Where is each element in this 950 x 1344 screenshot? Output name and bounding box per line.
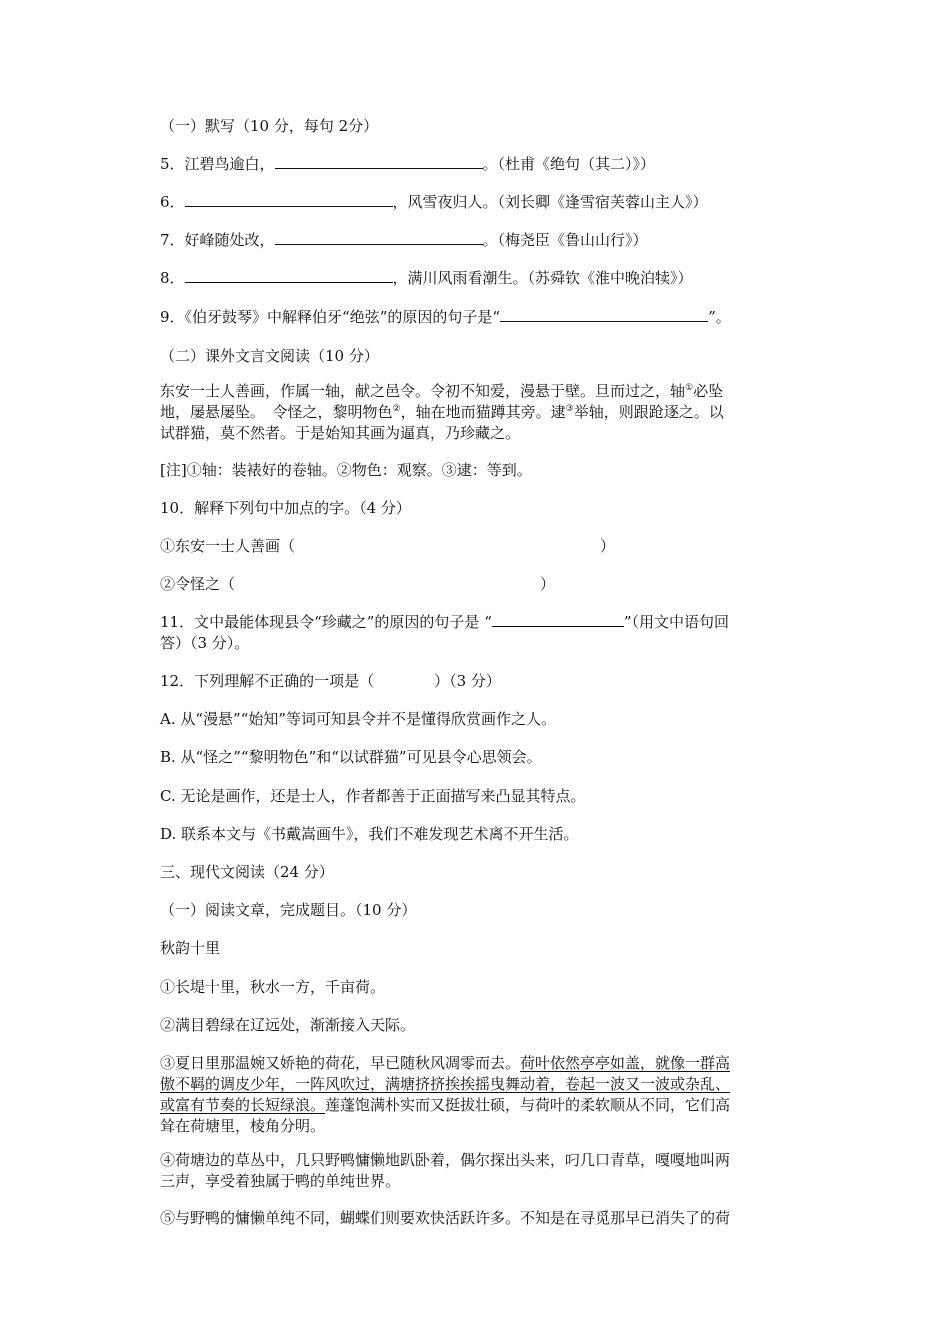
passage-notes: [注]①轴：装裱好的卷轴。②物色：观察。③逮：等到。 [160, 461, 532, 479]
article-paragraph-1: ①长堤十里，秋水一方，千亩荷。 [160, 978, 386, 996]
article-paragraph-4 [160, 1150, 800, 1192]
question-8-suffix: ，满川风雨看潮生。（苏舜钦《淮中晚泊犊》） [392, 269, 693, 287]
question-7-suffix: 。（梅尧臣《鲁山山行》） [482, 231, 648, 249]
section-heading-dictation: （一）默写（10 分，每句 2分） [160, 117, 379, 135]
question-11-prefix: 11．文中最能体现县令“珍藏之”的原因的句子是 “ [160, 613, 492, 631]
question-6 [160, 192, 708, 212]
passage-text: 地，屡悬屡坠。 令怪之，黎明物色 [160, 403, 393, 421]
footnote-marker: ① [685, 383, 694, 393]
section-heading-modern-reading: 三、现代文阅读（24 分） [160, 863, 334, 881]
passage-text: 试群猫，莫不然者。于是始知其画为逼真，乃珍藏之。 [160, 424, 521, 442]
footnote-marker: ② [392, 404, 401, 414]
paragraph-3-text: ③夏日里那温婉又娇艳的荷花，早已随秋风凋零而去。 [160, 1054, 521, 1072]
question-11 [160, 612, 800, 654]
article-title: 秋韵十里 [160, 939, 221, 957]
question-7 [160, 230, 648, 250]
option-a: A. 从“漫悬”“始知”等词可知县令并不是懂得欣赏画作之人。 [160, 710, 557, 728]
option-c: C. 无论是画作，还是士人，作者都善于正面描写来凸显其特点。 [160, 787, 586, 805]
question-10a-close: ） [600, 537, 616, 555]
passage-text: 必坠 [693, 382, 724, 400]
answer-blank-11[interactable] [492, 612, 624, 627]
answer-blank-5[interactable] [275, 154, 483, 169]
underlined-sentence: 或富有节奏的长短绿浪。 [160, 1096, 326, 1114]
article-paragraph-5: ⑤与野鸭的慵懒单纯不同，蝴蝶们则要欢快活跃许多。不知是在寻觅那早已消失了的荷 [160, 1209, 731, 1227]
question-12-suffix: ）（3 分） [434, 672, 501, 690]
passage-text: ，轴在地而猫蹲其旁。逮 [400, 403, 566, 421]
question-10b [160, 574, 555, 594]
question-6-prefix: 6． [160, 193, 185, 211]
underlined-sentence: 荷叶依然亭亭如盖，就像一群高 [520, 1054, 731, 1072]
answer-blank-6[interactable] [185, 192, 393, 207]
question-9-prefix: 9．《伯牙鼓琴》中解释伯牙“绝弦”的原因的句子是“ [160, 308, 501, 326]
question-10b-text: ②令怪之（ [160, 575, 236, 593]
paragraph-3-text: 耸在荷塘里，棱角分明。 [160, 1117, 326, 1135]
paragraph-3-text: 莲蓬饱满朴实而又挺拔壮硕，与荷叶的柔软顺从不同，它们高 [325, 1096, 731, 1114]
question-10a [160, 536, 615, 556]
question-12-prefix: 12．下列理解不正确的一项是（ [160, 672, 375, 690]
option-d: D. 联系本文与《书戴嵩画牛》，我们不难发现艺术离不开生活。 [160, 825, 579, 843]
question-8-prefix: 8． [160, 269, 185, 287]
article-paragraph-2: ②满目碧绿在辽远处，渐渐接入天际。 [160, 1016, 416, 1034]
answer-blank-9[interactable] [500, 307, 708, 322]
question-5 [160, 154, 655, 174]
underlined-sentence: 傲不羁的调皮少年，一阵风吹过，满塘挤挤挨挨摇曳舞动着，卷起一波又一波或杂乱、 [160, 1075, 731, 1093]
option-b: B. 从“怪之”“黎明物色”和“以试群猫”可见县令心思领会。 [160, 748, 542, 766]
question-9 [160, 307, 731, 327]
question-7-prefix: 7．好峰随处改， [160, 231, 275, 249]
answer-blank-8[interactable] [185, 268, 393, 283]
question-11-suffix: ”（用文中语句回 [623, 613, 730, 631]
question-6-suffix: ，风雪夜归人。（刘长卿《逢雪宿芙蓉山主人》） [392, 193, 708, 211]
question-10b-close: ） [540, 575, 556, 593]
paragraph-4-text: ④荷塘边的草丛中，几只野鸭慵懒地趴卧着，偶尔探出头来，叼几口青草，嘎嘎地叫两 [160, 1151, 731, 1169]
footnote-marker: ③ [565, 404, 574, 414]
passage-text: 东安一士人善画，作属一轴，献之邑令。令初不知爱，漫悬于壁。旦而过之，轴 [160, 382, 686, 400]
question-10a-text: ①东安一士人善画（ [160, 537, 296, 555]
question-5-prefix: 5．江碧鸟逾白， [160, 155, 275, 173]
question-10-stem: 10．解释下列句中加点的字。（4 分） [160, 499, 411, 517]
question-12-stem [160, 671, 501, 691]
subsection-heading: （一）阅读文章，完成题目。（10 分） [160, 901, 417, 919]
paragraph-4-text: 三声，享受着独属于鸭的单纯世界。 [160, 1172, 401, 1190]
answer-blank-7[interactable] [275, 230, 483, 245]
question-11-continued: 答）（3 分）。 [160, 634, 250, 652]
question-8 [160, 268, 693, 288]
question-5-suffix: 。（杜甫《绝句（其二）》） [482, 155, 656, 173]
passage-text: 举轴，则跟跄逐之。以 [573, 403, 724, 421]
section-heading-classical-reading: （二）课外文言文阅读（10 分） [160, 347, 379, 365]
classical-passage [160, 381, 800, 444]
article-paragraph-3 [160, 1053, 800, 1137]
question-9-suffix: ”。 [708, 308, 731, 326]
